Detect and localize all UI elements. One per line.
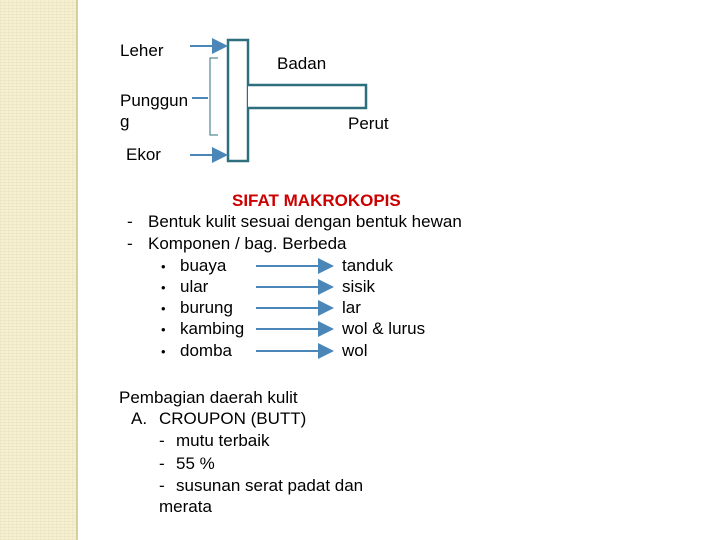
detail-text: mutu terbaik bbox=[176, 431, 270, 450]
detail-dash: - bbox=[159, 454, 165, 473]
animal-name: buaya bbox=[180, 256, 227, 275]
pembagian-heading: Pembagian daerah kulit bbox=[119, 388, 298, 407]
skin-feature: wol bbox=[342, 341, 368, 360]
detail-text: susunan serat padat dan bbox=[176, 476, 364, 495]
detail-dash: - bbox=[159, 476, 165, 495]
animal-name: kambing bbox=[180, 319, 245, 338]
detail-continuation: merata bbox=[159, 497, 212, 516]
animal-name: burung bbox=[180, 298, 233, 317]
item-letter: A. bbox=[131, 409, 148, 428]
bullet-icon: • bbox=[161, 344, 166, 359]
bullet-icon: • bbox=[161, 259, 166, 274]
label-punggung-2: g bbox=[120, 112, 130, 131]
skin-feature: tanduk bbox=[342, 256, 394, 275]
punggung-bracket bbox=[210, 58, 218, 135]
animal-name: domba bbox=[180, 341, 232, 360]
label-leher: Leher bbox=[120, 41, 164, 60]
detail-text: 55 % bbox=[176, 454, 215, 473]
point-dash: - bbox=[127, 212, 133, 231]
label-ekor: Ekor bbox=[126, 145, 161, 164]
animal-name: ular bbox=[180, 277, 209, 296]
label-punggung-1: Punggun bbox=[120, 91, 189, 110]
perut-arm bbox=[248, 85, 366, 108]
badan-vertical-bar bbox=[228, 40, 248, 161]
point-text: Bentuk kulit sesuai dengan bentuk hewan bbox=[148, 212, 462, 231]
skin-feature: sisik bbox=[342, 277, 376, 296]
point-text: Komponen / bag. Berbeda bbox=[148, 234, 347, 253]
item-title: CROUPON (BUTT) bbox=[159, 409, 307, 428]
skin-feature: wol & lurus bbox=[342, 319, 426, 338]
label-badan: Badan bbox=[277, 54, 327, 73]
bullet-icon: • bbox=[161, 322, 166, 337]
point-dash: - bbox=[127, 234, 133, 253]
section-title: SIFAT MAKROKOPIS bbox=[232, 191, 401, 210]
detail-dash: - bbox=[159, 431, 165, 450]
bullet-icon: • bbox=[161, 301, 166, 316]
skin-feature: lar bbox=[342, 298, 361, 317]
bullet-icon: • bbox=[161, 280, 166, 295]
label-perut: Perut bbox=[348, 114, 389, 133]
